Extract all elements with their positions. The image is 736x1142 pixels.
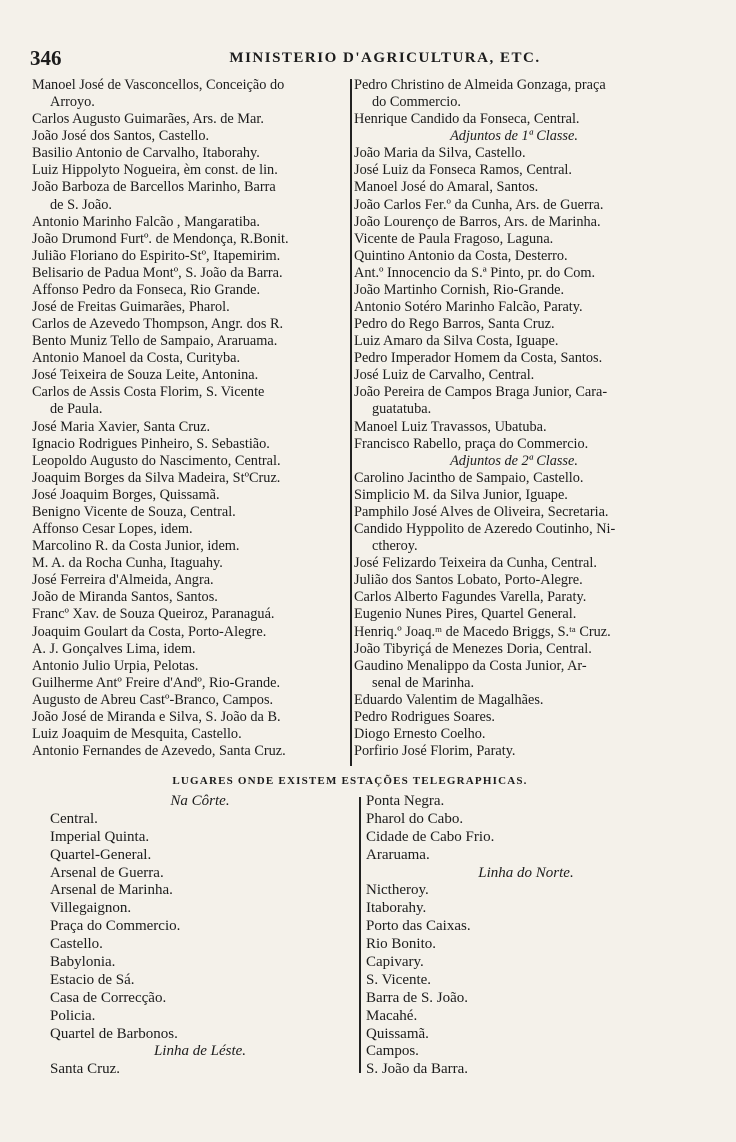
list-item: Ignacio Rodrigues Pinheiro, S. Sebastião. (32, 435, 270, 452)
list-item: José Joaquim Borges, Quissamã. (32, 486, 220, 503)
list-item: Arsenal de Guerra. (50, 864, 164, 881)
list-item: A. J. Gonçalves Lima, idem. (32, 640, 196, 657)
list-item: Babylonia. (50, 954, 116, 971)
list-item: José Felizardo Teixeira da Cunha, Central. (354, 555, 597, 572)
list-item: Pedro do Rego Barros, Santa Cruz. (354, 316, 555, 333)
list-item: José Ferreira d'Almeida, Angra. (32, 572, 214, 589)
list-item: Casa de Correcção. (50, 989, 167, 1006)
list-item: Francº Xav. de Souza Queiroz, Paranaguá. (32, 606, 275, 623)
list-item: Pedro Imperador Homem da Costa, Santos. (354, 350, 603, 367)
list-item: José de Freitas Guimarães, Pharol. (32, 299, 230, 316)
list-item: Joaquim Borges da Silva Madeira, StºCruz. (32, 469, 281, 486)
list-item: Antonio Sotéro Marinho Falcão, Paraty. (354, 299, 583, 316)
list-item: Henriq.º Joaq.ᵐ de Macedo Briggs, S.ᵗᵃ Cruz. (354, 623, 611, 640)
list-item: Eugenio Nunes Pires, Quartel General. (354, 606, 577, 623)
list-item: Quissamã. (366, 1025, 429, 1042)
list-item: Leopoldo Augusto do Nascimento, Central. (32, 452, 281, 469)
stations-right-column (366, 793, 686, 1079)
stations-divider (359, 797, 361, 1073)
list-item: Affonso Pedro da Fonseca, Rio Grande. (32, 281, 261, 298)
list-item: Henrique Candido da Fonseca, Central. (354, 111, 580, 128)
list-item: Antonio Julio Urpia, Pelotas. (32, 657, 199, 674)
list-item: Affonso Cesar Lopes, idem. (32, 521, 193, 538)
right-column (354, 77, 674, 760)
list-item: Capivary. (366, 954, 424, 971)
list-item: Arsenal de Marinha. (50, 882, 173, 899)
list-item: Ponta Negra. (366, 793, 445, 809)
list-item: S. Vicente. (366, 971, 432, 988)
list-item: Praça do Commercio. (50, 918, 181, 935)
list-item: João Maria da Silva, Castello. (354, 145, 526, 162)
list-item: João Martinho Cornish, Rio-Grande. (354, 281, 565, 298)
list-item: Araruama. (366, 846, 430, 863)
list-item: Gaudino Menalippo da Costa Junior, Ar- (354, 657, 587, 674)
list-item: de Paula. (50, 401, 103, 418)
list-item: Luiz Amaro da Silva Costa, Iguape. (354, 333, 559, 350)
section-subheading: Linha de Léste. (153, 1043, 247, 1060)
page-number: 346 (30, 46, 62, 70)
list-item: Vicente de Paula Fragoso, Laguna. (354, 230, 554, 247)
list-item: Pamphilo José Alves de Oliveira, Secretaria. (354, 503, 609, 520)
list-item: Simplicio M. da Silva Junior, Iguape. (354, 486, 568, 503)
list-item: Porfirio José Florim, Paraty. (354, 743, 516, 760)
list-item: Castello. (50, 936, 103, 953)
list-item: ctheroy. (372, 538, 418, 555)
list-item: Augusto de Abreu Castº-Branco, Campos. (32, 691, 274, 708)
list-item: Basilio Antonio de Carvalho, Itaborahy. (32, 145, 260, 162)
list-item: Porto das Caixas. (366, 918, 471, 935)
list-item: João Drumond Furtº. de Mendonça, R.Bonit. (32, 230, 289, 247)
list-item: Pedro Rodrigues Soares. (354, 708, 495, 725)
page-title: MINISTERIO D'AGRICULTURA, ETC. (229, 50, 541, 66)
list-item: Estacio de Sá. (50, 971, 135, 988)
list-item: Belisario de Padua Montº, S. João da Barra. (32, 264, 283, 281)
list-item: Candido Hyppolito de Azeredo Coutinho, Ni- (354, 521, 616, 538)
left-column (32, 77, 350, 760)
list-item: Antonio Fernandes de Azevedo, Santa Cruz. (32, 743, 286, 760)
list-item: José Luiz de Carvalho, Central. (354, 367, 535, 384)
list-item: Eduardo Valentim de Magalhães. (354, 691, 544, 708)
list-item: Santa Cruz. (50, 1061, 120, 1078)
list-item: Manoel José de Vasconcellos, Conceição do (32, 77, 285, 93)
list-item: Carlos Alberto Fagundes Varella, Paraty. (354, 589, 587, 606)
list-item: João de Miranda Santos, Santos. (32, 589, 218, 606)
list-item: Cidade de Cabo Frio. (366, 828, 495, 845)
list-item: Manoel José do Amaral, Santos. (354, 179, 539, 196)
list-item: Ant.º Innocencio da S.ª Pinto, pr. do Com. (354, 264, 596, 281)
list-item: Nictheroy. (366, 882, 429, 899)
list-item: Central. (50, 810, 98, 827)
list-item: Diogo Ernesto Coelho. (354, 725, 486, 742)
list-item: Quartel de Barbonos. (50, 1025, 178, 1042)
section-subheading: Na Côrte. (170, 793, 230, 809)
list-item: de S. João. (50, 196, 112, 213)
section-title: LUGARES ONDE EXISTEM ESTAÇÕES TELEGRAPHICAS. (172, 775, 528, 787)
list-item: Pharol do Cabo. (366, 810, 464, 827)
list-item: Policia. (50, 1007, 96, 1024)
list-item: José Luiz da Fonseca Ramos, Central. (354, 162, 572, 179)
list-item: Julião Floriano do Espirito-Stº, Itapemirim. (32, 247, 281, 264)
list-item: Quintino Antonio da Costa, Desterro. (354, 247, 568, 264)
list-item: Carlos de Azevedo Thompson, Angr. dos R. (32, 316, 284, 333)
list-item: João José dos Santos, Castello. (32, 128, 210, 145)
list-item: Imperial Quinta. (50, 828, 150, 845)
column-divider (350, 79, 352, 766)
list-item: Campos. (366, 1043, 419, 1060)
list-item: João Tibyriçá de Menezes Doria, Central. (354, 640, 592, 657)
list-item: M. A. da Rocha Cunha, Itaguahy. (32, 555, 223, 572)
list-item: senal de Marinha. (372, 674, 475, 691)
list-item: José Teixeira de Souza Leite, Antonina. (32, 367, 259, 384)
list-item: Guilherme Antº Freire d'Andº, Rio-Grande. (32, 674, 281, 691)
list-item: Francisco Rabello, praça do Commercio. (354, 435, 589, 452)
list-item: Benigno Vicente de Souza, Central. (32, 503, 236, 520)
list-item: João Lourenço de Barros, Ars. de Marinha. (354, 213, 601, 230)
list-item: Macahé. (366, 1007, 418, 1024)
list-item: guatatuba. (372, 401, 432, 418)
list-item: Antonio Marinho Falcão , Mangaratiba. (32, 213, 260, 230)
list-item: Luiz Joaquim de Mesquita, Castello. (32, 725, 242, 742)
stations-left-column (50, 793, 350, 1079)
list-item: Itaborahy. (366, 900, 427, 917)
page-header (30, 48, 670, 68)
list-item: Carolino Jacintho de Sampaio, Castello. (354, 469, 584, 486)
list-item: Joaquim Goulart da Costa, Porto-Alegre. (32, 623, 267, 640)
list-item: João José de Miranda e Silva, S. João da B. (32, 708, 281, 725)
list-item: Antonio Manoel da Costa, Curityba. (32, 350, 241, 367)
section-subheading: Adjuntos de 2ª Classe. (450, 452, 578, 469)
list-item: José Maria Xavier, Santa Cruz. (32, 418, 211, 435)
list-item: Rio Bonito. (366, 936, 437, 953)
list-item: João Carlos Fer.º da Cunha, Ars. de Guerra. (354, 196, 604, 213)
section-subheading: Adjuntos de 1ª Classe. (450, 128, 578, 145)
list-item: Villegaignon. (50, 900, 132, 917)
list-item: do Commercio. (372, 94, 461, 111)
list-item: S. João da Barra. (366, 1061, 469, 1078)
list-item: Carlos Augusto Guimarães, Ars. de Mar. (32, 111, 264, 128)
list-item: Marcolino R. da Costa Junior, idem. (32, 538, 240, 555)
list-item: Barra de S. João. (366, 989, 469, 1006)
list-item: Quartel-General. (50, 846, 152, 863)
list-item: João Barboza de Barcellos Marinho, Barra (32, 179, 276, 196)
section-subheading: Linha do Norte. (478, 864, 574, 881)
list-item: Arroyo. (50, 94, 95, 111)
list-item: Carlos de Assis Costa Florim, S. Vicente (32, 384, 265, 401)
list-item: Pedro Christino de Almeida Gonzaga, praça (354, 77, 606, 93)
list-item: Manoel Luiz Travassos, Ubatuba. (354, 418, 547, 435)
list-item: Luiz Hippolyto Nogueira, èm const. de lin. (32, 162, 278, 179)
list-item: João Pereira de Campos Braga Junior, Cara- (354, 384, 608, 401)
list-item: Bento Muniz Tello de Sampaio, Araruama. (32, 333, 278, 350)
list-item: Julião dos Santos Lobato, Porto-Alegre. (354, 572, 583, 589)
